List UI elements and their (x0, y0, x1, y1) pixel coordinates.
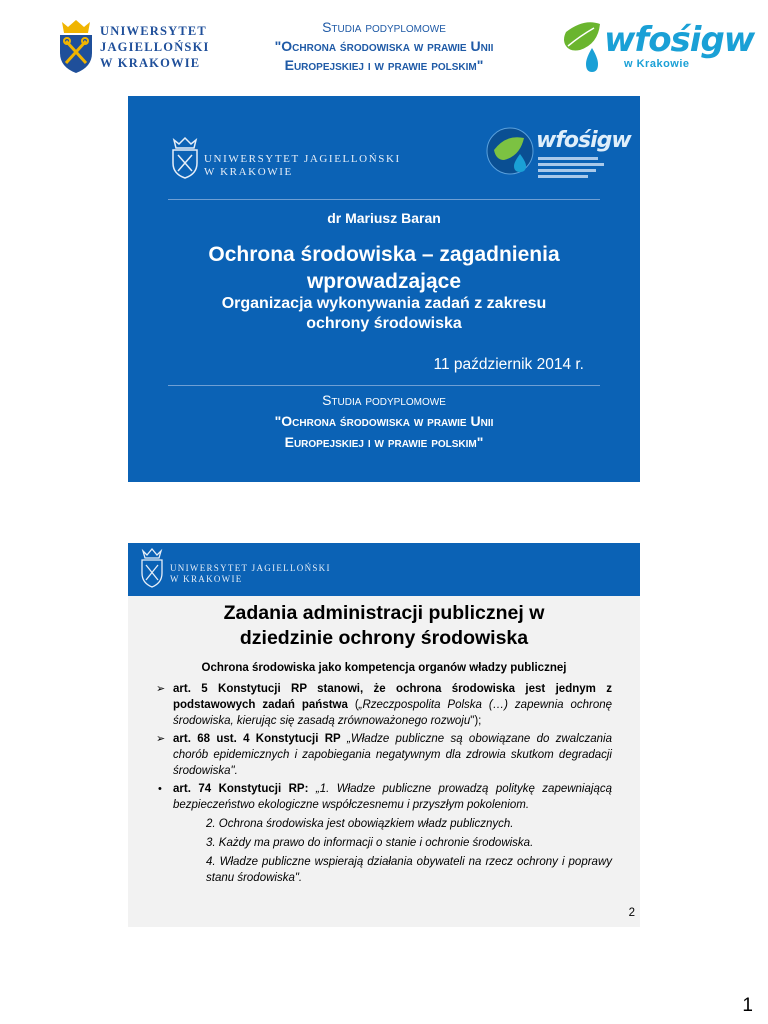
slide-2 (128, 543, 640, 927)
page-number: 1 (742, 995, 753, 1016)
slide-subtitle: Organizacja wykonywania zadań z zakresu ochrony środowiska (221, 295, 547, 332)
uj-crest-icon (170, 136, 200, 180)
divider (168, 385, 600, 386)
constitution-point-3: 3. Każdy ma prawo do informacji o stanie i ochronie środowiska. (206, 837, 534, 849)
slide-title: Ochrona środowiska – zagadnienia wprowadzające (208, 243, 560, 293)
uj-crest-icon (140, 547, 164, 591)
wfosigw-city: w Krakowie (624, 58, 690, 70)
slide-title: Zadania administracji publicznej w dziedzinie ochrony środowiska (223, 602, 545, 649)
author: dr Mariusz Baran (327, 210, 441, 226)
wfosigw-fine-print (538, 153, 610, 178)
constitution-point-4: 4. Władze publiczne wspierają działania obywateli na rzecz ochrony i poprawy stanu środowiska". (206, 856, 612, 884)
divider (168, 199, 600, 200)
wfosigw-wordmark: wfośigw (604, 20, 755, 60)
wfosigw-wordmark: wfośigw (536, 128, 631, 153)
header-program-title: Studia podyplomowe "Ochrona środowiska w prawie Unii Europejskiej i w prawie polskim" (274, 19, 494, 73)
wfosigw-logo-icon (484, 126, 536, 176)
slide-body (156, 681, 612, 886)
arrow-bullet-icon: ➢ (156, 683, 166, 695)
uj-name: UNIWERSYTET JAGIELLOŃSKI W KRAKOWIE (204, 153, 401, 178)
arrow-bullet-icon: ➢ (156, 733, 166, 745)
list-item: ➢ art. 68 ust. 4 Konstytucji RP „Władze publiczne są obowiązane do zwalczania chorób epidemicznych i zapobiegania negatywnym dla zdrowia skutkom degradacji środowiska". (156, 733, 612, 777)
date: 11 październik 2014 r. (433, 356, 584, 373)
leaf-drop-icon (558, 18, 606, 76)
slide-1 (128, 96, 640, 482)
list-item: • art. 74 Konstytucji RP: „1. Władze publiczne prowadzą politykę zapewniającą bezpieczeństwo ekologiczne współczesnemu i przyszłym pokoleniom. (158, 783, 612, 811)
constitution-point-2: 2. Ochrona środowiska jest obowiązkiem władz publicznych. (206, 818, 514, 830)
uj-crest-icon (56, 17, 96, 75)
uj-name: UNIWERSYTET JAGIELLOŃSKI W KRAKOWIE (170, 563, 331, 584)
slide-number: 2 (628, 907, 635, 919)
program-title: Studia podyplomowe "Ochrona środowiska w prawie Unii Europejskiej i w prawie polskim" (274, 392, 494, 450)
uj-name: UNIWERSYTET JAGIELLOŃSKI W KRAKOWIE (100, 24, 210, 70)
list-item: ➢ art. 5 Konstytucji RP stanowi, że ochrona środowiska jest jednym z podstawowych zadań państwa („Rzeczpospolita Polska (…) zapewnia ochronę środowiska, kierując się zasadą zrównoważonego rozwoju"); (156, 683, 613, 727)
slide-header-band (128, 543, 640, 596)
dot-bullet-icon: • (158, 783, 162, 795)
section-heading: Ochrona środowiska jako kompetencja organów władzy publicznej (201, 662, 567, 674)
